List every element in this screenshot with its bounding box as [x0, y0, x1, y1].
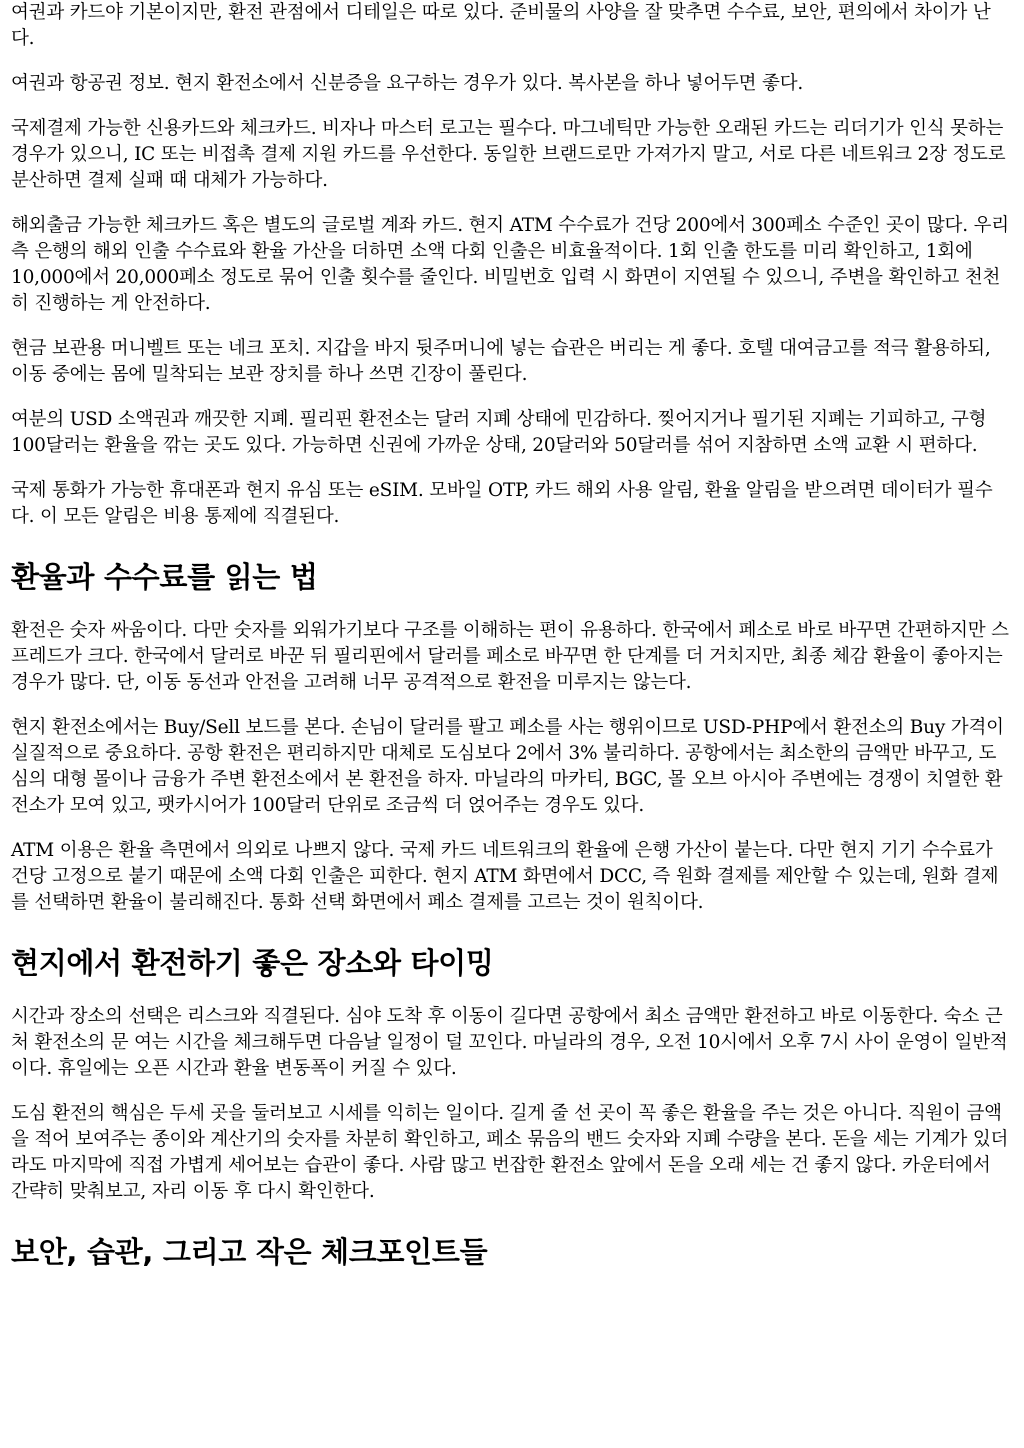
checklist-money-belt: 현금 보관용 머니벨트 또는 네크 포치. 지갑을 바지 뒷주머니에 넣는 습관은 버리는 게 좋다. 호텔 대여금고를 적극 활용하되, 이동 중에는 몸에 밀착되는 보관 장치를 하나 쓰면 긴장이 풀린다.	[11, 338, 991, 385]
section-heading-exchange-rate: 환율과 수수료를 읽는 법	[11, 560, 318, 594]
exchange-rate-paragraph-3: ATM 이용은 환율 측면에서 의외로 나쁘지 않다. 국제 카드 네트워크의 환율에 은행 가산이 붙는다. 다만 현지 기기 수수료가 건당 고정으로 붙기 때문에 소액 다회 인출은 피한다. 현지 ATM 화면에서 DCC, 즉 원화 결제를 제안할 수 있는데, 원화 결제를 선택하면 환율이 불리해진다. 통화 선택 화면에서 페소 결제를 고르는 것이 원칙이다.	[11, 840, 999, 913]
intro-paragraph: 여권과 카드야 기본이지만, 환전 관점에서 디테일은 따로 있다. 준비물의 사양을 잘 맞추면 수수료, 보안, 편의에서 차이가 난다.	[11, 2, 991, 49]
checklist-phone-esim: 국제 통화가 가능한 휴대폰과 현지 유심 또는 eSIM. 모바일 OTP, 카드 해외 사용 알림, 환율 알림을 받으려면 데이터가 필수다. 이 모든 알림은 비용 통제에 직결된다.	[11, 480, 993, 527]
checklist-passport: 여권과 항공권 정보. 현지 환전소에서 신분증을 요구하는 경우가 있다. 복사본을 하나 넣어두면 좋다.	[11, 73, 804, 94]
places-timing-paragraph-1: 시간과 장소의 선택은 리스크와 직결된다. 심야 도착 후 이동이 길다면 공항에서 최소 금액만 환전하고 바로 이동한다. 숙소 근처 환전소의 문 여는 시간을 체크해두면 다음날 일정이 덜 꼬인다. 마닐라의 경우, 오전 10시에서 오후 7시 사이 운영이 일반적이다. 휴일에는 오픈 시간과 환율 변동폭이 커질 수 있다.	[11, 1006, 1008, 1079]
checklist-credit-card: 국제결제 가능한 신용카드와 체크카드. 비자나 마스터 로고는 필수다. 마그네틱만 가능한 오래된 카드는 리더기가 인식 못하는 경우가 있으니, IC 또는 비접촉 결제 지원 카드를 우선한다. 동일한 브랜드로만 가져가지 말고, 서로 다른 네트워크 2장 정도로 분산하면 결제 실패 때 대체가 가능하다.	[11, 118, 1006, 191]
article-body	[11, 0, 1010, 1293]
exchange-rate-paragraph-2: 현지 환전소에서는 Buy/Sell 보드를 본다. 손님이 달러를 팔고 페소를 사는 행위이므로 USD-PHP에서 환전소의 Buy 가격이 실질적으로 중요하다. 공항 환전은 편리하지만 대체로 도심보다 2에서 3% 불리하다. 공항에서는 최소한의 금액만 바꾸고, 도심의 대형 몰이나 금융가 주변 환전소에서 본 환전을 하자. 마닐라의 마카티, BGC, 몰 오브 아시아 주변에는 경쟁이 치열한 환전소가 모여 있고, 팻카시어가 100달러 단위로 조금씩 더 얹어주는 경우도 있다.	[11, 717, 1004, 816]
section-heading-security: 보안, 습관, 그리고 작은 체크포인트들	[11, 1235, 488, 1269]
exchange-rate-paragraph-1: 환전은 숫자 싸움이다. 다만 숫자를 외워가기보다 구조를 이해하는 편이 유용하다. 한국에서 페소로 바로 바꾸면 간편하지만 스프레드가 크다. 한국에서 달러로 바꾼 뒤 필리핀에서 달러를 페소로 바꾸면 한 단계를 더 거치지만, 최종 체감 환율이 좋아지는 경우가 많다. 단, 이동 동선과 안전을 고려해 너무 공격적으로 환전을 미루지는 않는다.	[11, 620, 1009, 693]
checklist-usd-bills: 여분의 USD 소액권과 깨끗한 지폐. 필리핀 환전소는 달러 지폐 상태에 민감하다. 찢어지거나 필기된 지폐는 기피하고, 구형 100달러는 환율을 깎는 곳도 있다. 가능하면 신권에 가까운 상태, 20달러와 50달러를 섞어 지참하면 소액 교환 시 편하다.	[11, 409, 987, 456]
section-heading-places-timing: 현지에서 환전하기 좋은 장소와 타이밍	[11, 946, 494, 980]
checklist-debit-card: 해외출금 가능한 체크카드 혹은 별도의 글로벌 계좌 카드. 현지 ATM 수수료가 건당 200에서 300페소 수준인 곳이 많다. 우리 측 은행의 해외 인출 수수료와 환율 가산을 더하면 소액 다회 인출은 비효율적이다. 1회 인출 한도를 미리 확인하고, 1회에 10,000에서 20,000페소 정도로 묶어 인출 횟수를 줄인다. 비밀번호 입력 시 화면이 지연될 수 있으니, 주변을 확인하고 천천히 진행하는 게 안전하다.	[11, 215, 1009, 314]
places-timing-paragraph-2: 도심 환전의 핵심은 두세 곳을 둘러보고 시세를 익히는 일이다. 길게 줄 선 곳이 꼭 좋은 환율을 주는 것은 아니다. 직원이 금액을 적어 보여주는 종이와 계산기의 숫자를 차분히 확인하고, 페소 묶음의 밴드 숫자와 지폐 수량을 본다. 돈을 세는 기계가 있더라도 마지막에 직접 가볍게 세어보는 습관이 좋다. 사람 많고 번잡한 환전소 앞에서 돈을 오래 세는 건 좋지 않다. 카운터에서 간략히 맞춰보고, 자리 이동 후 다시 확인한다.	[11, 1103, 1009, 1202]
